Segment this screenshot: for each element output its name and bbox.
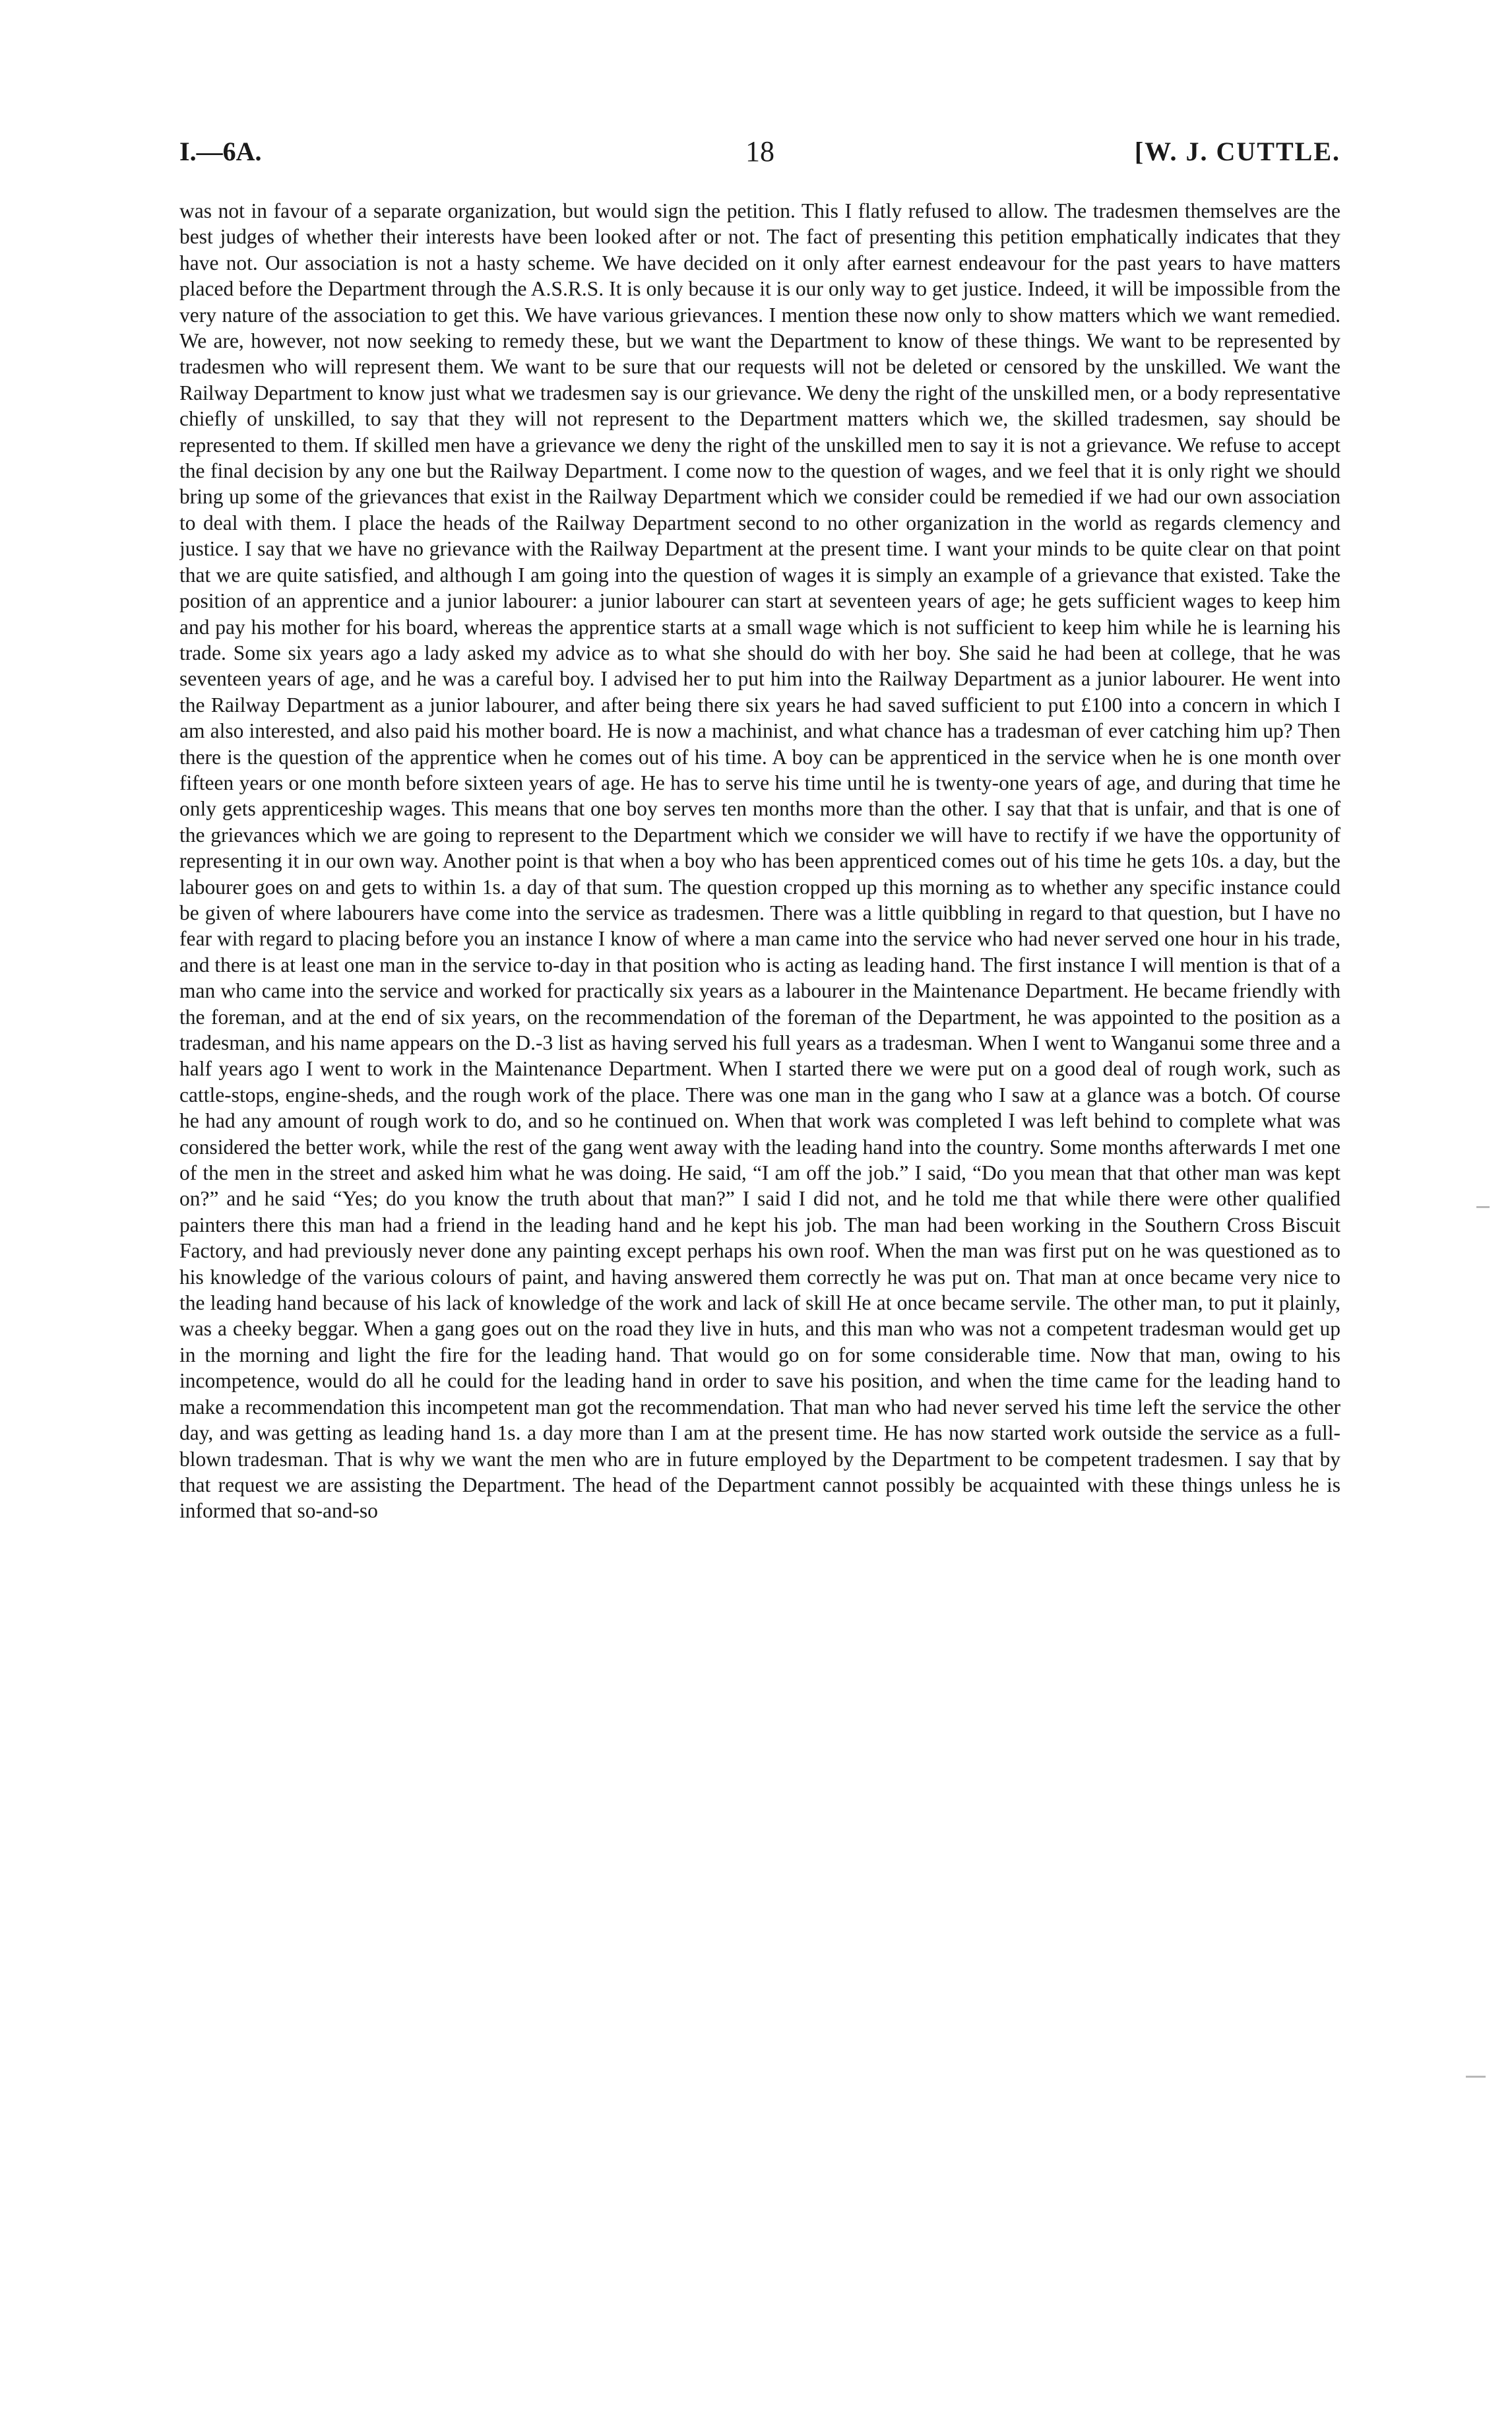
margin-mark [1466, 2076, 1486, 2078]
body-paragraph: was not in favour of a separate organization, but would sign the petition. This I flatly refused to allow. The tradesmen themselves are the best judges of whether their interests have been looked after or not. The fact of presenting this petition emphatically indicates that they have not. Our association is not a hasty scheme. We have decided on it only after earnest endeavour for the past years to have matters placed before the Department through the A.S.R.S. It is only because it is our only way to get justice. Indeed, it will be impossible from the very nature of the association to get this. We have various grievances. I mention these now only to show matters which we want remedied. We are, however, not now seeking to remedy these, but we want the Department to know of these things. We want to be represented by tradesmen who will represent them. We want to be sure that our requests will not be deleted or censored by the unskilled. We want the Railway Department to know just what we tradesmen say is our grievance. We deny the right of the unskilled men, or a body representative chiefly of unskilled, to say that they will not represent to the Department matters which we, the skilled tradesmen, say should be represented to them. If skilled men have a grievance we deny the right of the unskilled men to say it is not a grievance. We refuse to accept the final decision by any one but the Railway Department. I come now to the question of wages, and we feel that it is only right we should bring up some of the grievances that exist in the Railway Department which we consider could be remedied if we had our own association to deal with them. I place the heads of the Railway Department second to no other organization in the world as regards clemency and justice. I say that we have no grievance with the Railway Department at the present time. I want your minds to be quite clear on that point that we are quite satisfied, and although I am going into the question of wages it is simply an example of a grievance that existed. Take the position of an apprentice and a junior labourer: a junior labourer can start at seventeen years of age; he gets sufficient wages to keep him and pay his mother for his board, whereas the apprentice starts at a small wage which is not sufficient to keep him while he is learning his trade. Some six years ago a lady asked my advice as to what she should do with her boy. She said he had been at college, that he was seventeen years of age, and he was a careful boy. I advised her to put him into the Railway Department as a junior labourer. He went into the Railway Department as a junior labourer, and after being there six years he had saved sufficient to put £100 into a concern in which I am also interested, and also paid his mother board. He is now a machinist, and what chance has a tradesman of ever catching him up? Then there is the question of the apprentice when he comes out of his time. A boy can be apprenticed in the service when he is one month over fifteen years or one month before sixteen years of age. He has to serve his time until he is twenty-one years of age, and during that time he only gets apprenticeship wages. This means that one boy serves ten months more than the other. I say that that is unfair, and that is one of the grievances which we are going to represent to the Department which we consider we will have to rectify if we have the opportunity of representing it in our own way. Another point is that when a boy who has been apprenticed comes out of his time he gets 10s. a day, but the labourer goes on and gets to within 1s. a day of that sum. The question cropped up this morning as to whether any specific instance could be given of where labourers have come into the service as tradesmen. There was a little quibbling in regard to that question, but I have no fear with regard to placing before you an instance I know of where a man came into the service who had never served one hour in his trade, and there is at least one man in the service to-day in that position who is acting as leading hand. The first instance I will mention is that of a man who came into the service and worked for practically six years as a labourer in the Maintenance Department. He became friendly with the foreman, and at the end of six years, on the recommendation of the foreman of the Department, he was appointed to the position as a tradesman, and his name appears on the D.-3 list as having served his full years as a tradesman. When I went to Wanganui some three and a half years ago I went to work in the Maintenance Department. When I started there we were put on a good deal of rough work, such as cattle-stops, engine-sheds, and the rough work of the place. There was one man in the gang who I saw at a glance was a botch. Of course he had any amount of rough work to do, and so he continued on. When that work was completed I was left behind to complete what was considered the better work, while the rest of the gang went away with the leading hand into the country. Some months afterwards I met one of the men in the street and asked him what he was doing. He said, “I am off the job.” I said, “Do you mean that that other man was kept on?” and he said “Yes; do you know the truth about that man?” I said I did not, and he told me that while there were other qualified painters there this man had a friend in the leading hand and he kept his job. The man had been working in the Southern Cross Biscuit Factory, and had previously never done any painting except perhaps his own roof. When the man was first put on he was questioned as to his knowledge of the various colours of paint, and having answered them correctly he was put on. That man at once became very nice to the leading hand because of his lack of knowledge of the work and lack of skill He at once became servile. The other man, to put it plainly, was a cheeky beggar. When a gang goes out on the road they live in huts, and this man who was not a competent tradesman would get up in the morning and light the fire for the leading hand. That would go on for some considerable time. Now that man, owing to his incompetence, would do all he could for the leading hand in order to save his position, and when the time came for the leading hand to make a recommendation this incompetent man got the recommendation. That man who had never served his time left the service the other day, and was getting as leading hand 1s. a day more than I am at the present time. He has now started work outside the service as a full-blown tradesman. That is why we want the men who are in future employed by the Department to be competent tradesmen. I say that by that request we are assisting the Department. The head of the Department cannot possibly be acquainted with these things unless he is informed that so-and-so [179, 199, 1340, 1523]
body-text [179, 198, 1340, 2388]
page-header [179, 132, 1340, 178]
page-number: 18 [745, 135, 774, 168]
margin-mark [1476, 1206, 1490, 1208]
speaker-name: [W. J. CUTTLE. [1134, 137, 1340, 166]
document-reference: I.—6A. [179, 137, 262, 166]
